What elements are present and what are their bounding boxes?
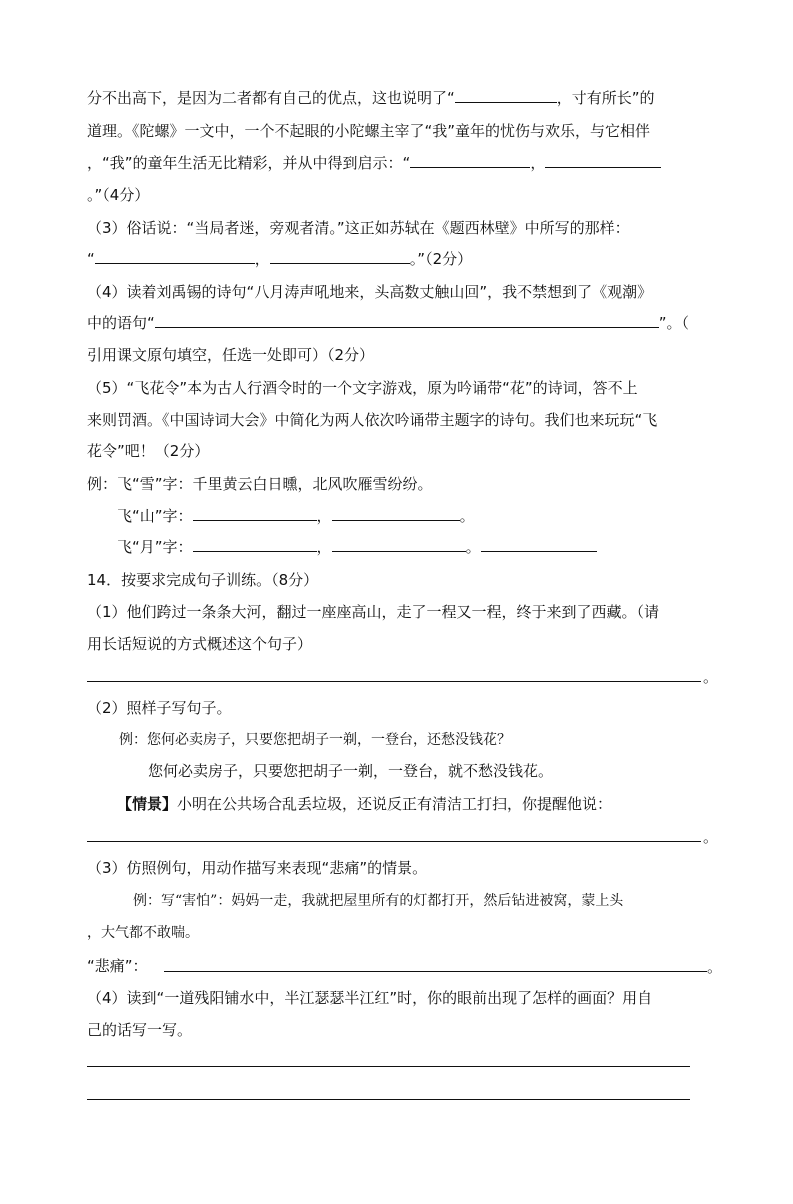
q13-4-note: 引用课文原句填空，任选一处即可）（2分） <box>87 346 375 364</box>
period: 。 <box>703 668 719 686</box>
period: 。 <box>703 828 719 846</box>
answer-blank[interactable] <box>332 537 466 552</box>
answer-blank[interactable] <box>455 88 557 103</box>
q13-5-example: 例：飞“雪”字：千里黄云白日曛，北风吹雁雪纷纷。 <box>87 475 433 493</box>
q13-4-prompt: （4）读着刘禹锡的诗句“八月涛声吼地来，头高数丈触山回”，我不禁想到了《观潮》 <box>87 283 653 301</box>
answer-blank[interactable] <box>155 313 659 328</box>
q13-4-answer-line: 中的语句“ ”。（ <box>87 314 690 332</box>
q14-title: 14．按要求完成句子训练。（8分） <box>87 571 319 589</box>
q13-5-line-1: （5）“飞花令”本为古人行酒令时的一个文字游戏，原为吟诵带“花”的诗词，答不上 <box>87 379 638 397</box>
q14-3-answer-line: “悲痛”： <box>87 957 148 975</box>
fei-shan-line: 飞“山”字： ， 。 <box>117 507 475 525</box>
answer-blank[interactable] <box>193 537 317 552</box>
q14-3-example-line-1: 例：写“害怕”：妈妈一走，我就把屋里所有的灯都打开，然后钻进被窝，蒙上头 <box>133 893 624 909</box>
answer-rule[interactable] <box>87 681 701 682</box>
answer-blank[interactable] <box>481 537 597 552</box>
answer-rule[interactable] <box>87 1066 690 1067</box>
q14-2-title: （2）照样子写句子。 <box>87 699 232 717</box>
fei-yue-line: 飞“月”字： ， 。 <box>117 537 597 557</box>
q13-3-prompt: （3）俗话说：“当局者迷，旁观者清。”这正如苏轼在《题西林壁》中所写的那样： <box>87 219 630 237</box>
q13-line-4: 。”（4分） <box>87 186 150 204</box>
q13-5-line-2: 来则罚酒。《中国诗词大会》中简化为两人依次吟诵带主题字的诗句。我们也来玩玩“飞 <box>87 411 658 429</box>
q14-3-example-line-2: ，大气都不敢喘。 <box>87 925 199 941</box>
q14-2-example-answer: 您何必卖房子，只要您把胡子一剃，一登台，就不愁没钱花。 <box>148 762 554 780</box>
answer-blank[interactable] <box>410 153 530 168</box>
answer-rule[interactable] <box>87 841 701 842</box>
q14-4-line-2: 己的话写一写。 <box>87 1021 193 1039</box>
q14-2-example: 例：您何必卖房子，只要您把胡子一剃，一登台，还愁没钱花？ <box>119 732 511 748</box>
q14-4-line-1: （4）读到“一道残阳铺水中，半江瑟瑟半江红”时，你的眼前出现了怎样的画面？用自 <box>87 989 653 1007</box>
q13-5-line-3: 花令”吧！（2分） <box>87 442 210 460</box>
answer-blank[interactable] <box>545 153 661 168</box>
q13-line-3: ，“我”的童年生活无比精彩，并从中得到启示：“ ， <box>87 153 661 173</box>
answer-blank[interactable] <box>95 249 255 264</box>
q14-1-line-1: （1）他们跨过一条条大河，翻过一座座高山，走了一程又一程，终于来到了西藏。（请 <box>87 603 660 621</box>
q14-3-title: （3）仿照例句，用动作描写来表现“悲痛”的情景。 <box>87 859 428 877</box>
q13-3-answer-line: “ ， 。”（2分） <box>87 250 473 268</box>
q14-2-scene: 【情景】小明在公共场合乱丢垃圾，还说反正有清洁工打扫，你提醒他说： <box>117 795 613 813</box>
answer-rule[interactable] <box>87 1099 690 1100</box>
q13-line-1: 分不出高下，是因为二者都有自己的优点，这也说明了“ ，寸有所长”的 <box>87 89 655 107</box>
answer-blank[interactable] <box>332 506 460 521</box>
answer-blank[interactable] <box>270 249 410 264</box>
q14-1-line-2: 用长话短说的方式概述这个句子） <box>87 635 313 653</box>
answer-blank[interactable] <box>193 506 317 521</box>
answer-rule[interactable] <box>164 971 707 972</box>
period: 。 <box>707 958 723 976</box>
q13-line-2: 道理。《陀螺》一文中，一个不起眼的小陀螺主宰了“我”童年的忧伤与欢乐，与它相伴 <box>87 122 651 140</box>
